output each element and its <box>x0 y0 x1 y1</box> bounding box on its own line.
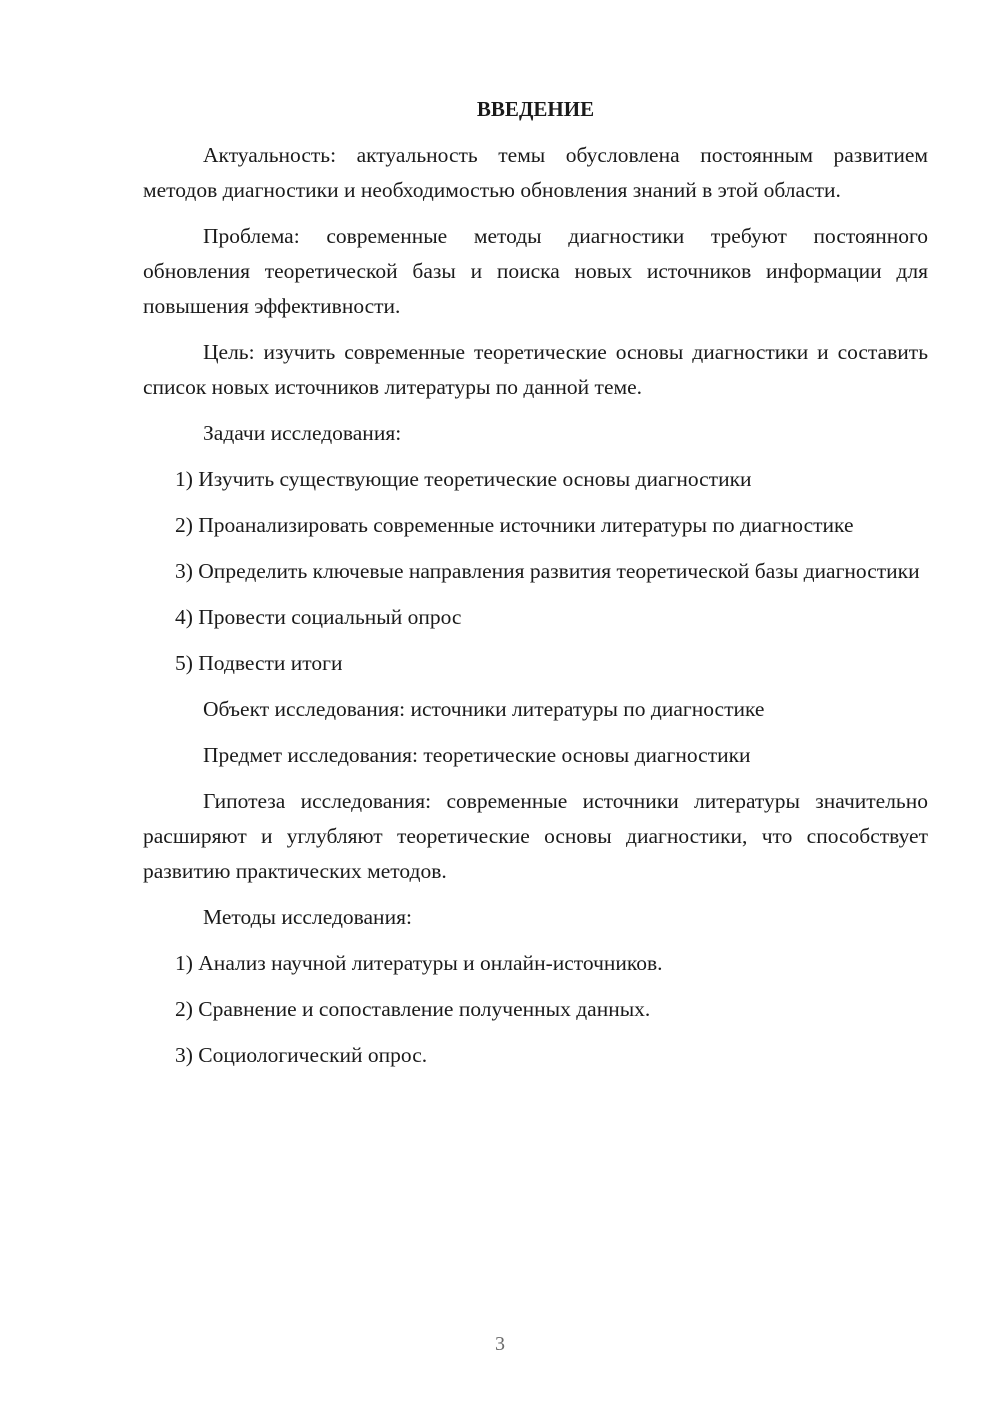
hypothesis-paragraph: Гипотеза исследования: современные источники литературы значительно расширяют и углубляют теоретические основы диагностики, что способствует развитию практических методов. <box>143 789 928 883</box>
subject-paragraph: Предмет исследования: теоретические основы диагностики <box>203 743 751 767</box>
relevance-paragraph: Актуальность: актуальность темы обусловлена постоянным развитием методов диагностики и необходимостью обновления знаний в этой области. <box>143 143 928 202</box>
problem-paragraph: Проблема: современные методы диагностики требуют постоянного обновления теоретической базы и поиска новых источников информации для повышения эффективности. <box>143 224 928 318</box>
task-item-1: 1) Изучить существующие теоретические основы диагностики <box>175 467 752 491</box>
page-number: 3 <box>495 1333 505 1355</box>
task-item-5: 5) Подвести итоги <box>175 651 343 675</box>
task-item-3: 3) Определить ключевые направления развития теоретической базы диагностики <box>175 559 920 583</box>
task-item-4: 4) Провести социальный опрос <box>175 605 462 629</box>
method-item-1: 1) Анализ научной литературы и онлайн-источников. <box>175 951 663 975</box>
method-item-3: 3) Социологический опрос. <box>175 1043 428 1067</box>
task-item-2: 2) Проанализировать современные источники литературы по диагностике <box>175 513 854 537</box>
tasks-heading: Задачи исследования: <box>203 421 402 445</box>
object-paragraph: Объект исследования: источники литературы по диагностике <box>203 697 765 721</box>
methods-heading: Методы исследования: <box>203 905 412 929</box>
goal-paragraph: Цель: изучить современные теоретические основы диагностики и составить список новых источников литературы по данной теме. <box>143 340 928 399</box>
method-item-2: 2) Сравнение и сопоставление полученных данных. <box>175 997 651 1021</box>
document-page <box>143 94 928 1084</box>
section-title: ВВЕДЕНИЕ <box>476 97 595 121</box>
